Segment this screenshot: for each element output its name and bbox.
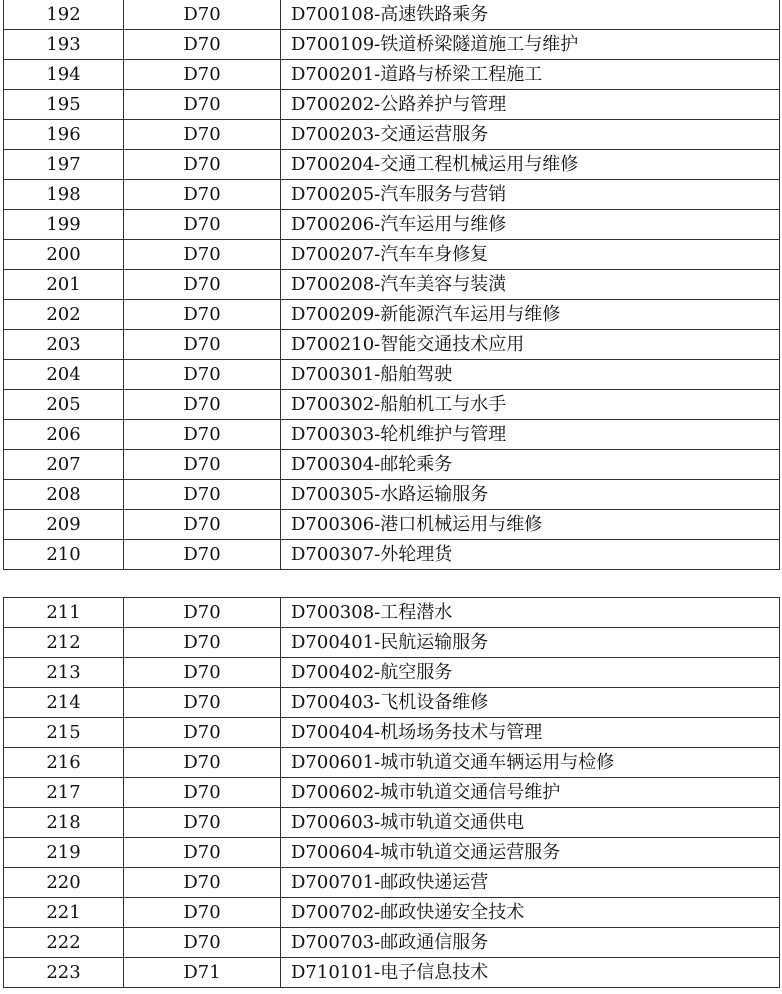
row-number-cell: 222 xyxy=(4,928,124,958)
table-row xyxy=(4,270,780,300)
category-code-cell: D70 xyxy=(124,688,281,718)
major-name-cell: D700601-城市轨道交通车辆运用与检修 xyxy=(281,748,780,778)
category-code-cell: D70 xyxy=(124,868,281,898)
major-name-cell: D700703-邮政通信服务 xyxy=(281,928,780,958)
category-code-cell: D70 xyxy=(124,898,281,928)
row-number-cell: 220 xyxy=(4,868,124,898)
table-row xyxy=(4,330,780,360)
category-code-cell: D70 xyxy=(124,808,281,838)
category-code-cell: D70 xyxy=(124,360,281,390)
major-name-cell: D700307-外轮理货 xyxy=(281,540,780,570)
table-row xyxy=(4,120,780,150)
row-number-cell: 195 xyxy=(4,90,124,120)
major-name-cell: D700308-工程潜水 xyxy=(281,598,780,628)
row-number-cell: 206 xyxy=(4,420,124,450)
table-row xyxy=(4,928,780,958)
major-name-cell: D700109-铁道桥梁隧道施工与维护 xyxy=(281,30,780,60)
row-number-cell: 196 xyxy=(4,120,124,150)
row-number-cell: 199 xyxy=(4,210,124,240)
major-name-cell: D700206-汽车运用与维修 xyxy=(281,210,780,240)
category-code-cell: D70 xyxy=(124,450,281,480)
category-code-cell: D70 xyxy=(124,270,281,300)
table-row xyxy=(4,898,780,928)
row-number-cell: 202 xyxy=(4,300,124,330)
table-row xyxy=(4,808,780,838)
major-name-cell: D700303-轮机维护与管理 xyxy=(281,420,780,450)
major-name-cell: D700301-船舶驾驶 xyxy=(281,360,780,390)
row-number-cell: 208 xyxy=(4,480,124,510)
major-name-cell: D700202-公路养护与管理 xyxy=(281,90,780,120)
table-row xyxy=(4,868,780,898)
category-code-cell: D70 xyxy=(124,180,281,210)
table-row xyxy=(4,778,780,808)
major-name-cell: D700302-船舶机工与水手 xyxy=(281,390,780,420)
row-number-cell: 193 xyxy=(4,30,124,60)
major-name-cell: D700701-邮政快递运营 xyxy=(281,868,780,898)
row-number-cell: 217 xyxy=(4,778,124,808)
row-number-cell: 216 xyxy=(4,748,124,778)
major-name-cell: D700305-水路运输服务 xyxy=(281,480,780,510)
table-row xyxy=(4,240,780,270)
category-code-cell: D70 xyxy=(124,0,281,30)
category-code-cell: D70 xyxy=(124,628,281,658)
major-name-cell: D700201-道路与桥梁工程施工 xyxy=(281,60,780,90)
major-table-top xyxy=(3,0,780,570)
major-table-bottom xyxy=(3,597,780,988)
table-row xyxy=(4,688,780,718)
category-code-cell: D70 xyxy=(124,60,281,90)
category-code-cell: D70 xyxy=(124,90,281,120)
table-row xyxy=(4,0,780,30)
category-code-cell: D70 xyxy=(124,838,281,868)
row-number-cell: 211 xyxy=(4,598,124,628)
table-row xyxy=(4,90,780,120)
major-name-cell: D700306-港口机械运用与维修 xyxy=(281,510,780,540)
table-row xyxy=(4,180,780,210)
category-code-cell: D70 xyxy=(124,120,281,150)
category-code-cell: D70 xyxy=(124,540,281,570)
row-number-cell: 223 xyxy=(4,958,124,988)
category-code-cell: D70 xyxy=(124,480,281,510)
row-number-cell: 214 xyxy=(4,688,124,718)
table-row xyxy=(4,480,780,510)
table-row xyxy=(4,628,780,658)
category-code-cell: D70 xyxy=(124,390,281,420)
major-name-cell: D700603-城市轨道交通供电 xyxy=(281,808,780,838)
row-number-cell: 207 xyxy=(4,450,124,480)
row-number-cell: 194 xyxy=(4,60,124,90)
table-row xyxy=(4,210,780,240)
category-code-cell: D70 xyxy=(124,658,281,688)
table-row xyxy=(4,300,780,330)
category-code-cell: D70 xyxy=(124,718,281,748)
category-code-cell: D70 xyxy=(124,510,281,540)
table-row xyxy=(4,838,780,868)
major-name-cell: D700304-邮轮乘务 xyxy=(281,450,780,480)
table-row xyxy=(4,420,780,450)
row-number-cell: 209 xyxy=(4,510,124,540)
category-code-cell: D70 xyxy=(124,778,281,808)
major-name-cell: D700403-飞机设备维修 xyxy=(281,688,780,718)
table-row xyxy=(4,60,780,90)
table-row xyxy=(4,718,780,748)
row-number-cell: 218 xyxy=(4,808,124,838)
major-name-cell: D700210-智能交通技术应用 xyxy=(281,330,780,360)
table-row xyxy=(4,450,780,480)
category-code-cell: D70 xyxy=(124,330,281,360)
category-code-cell: D71 xyxy=(124,958,281,988)
major-name-cell: D700205-汽车服务与营销 xyxy=(281,180,780,210)
table-body-top xyxy=(4,0,780,570)
major-name-cell: D700702-邮政快递安全技术 xyxy=(281,898,780,928)
table-row xyxy=(4,390,780,420)
category-code-cell: D70 xyxy=(124,420,281,450)
table-row xyxy=(4,598,780,628)
major-name-cell: D700108-高速铁路乘务 xyxy=(281,0,780,30)
table-row xyxy=(4,540,780,570)
row-number-cell: 192 xyxy=(4,0,124,30)
table-row xyxy=(4,510,780,540)
table-row xyxy=(4,748,780,778)
row-number-cell: 221 xyxy=(4,898,124,928)
row-number-cell: 197 xyxy=(4,150,124,180)
row-number-cell: 203 xyxy=(4,330,124,360)
row-number-cell: 213 xyxy=(4,658,124,688)
major-name-cell: D700604-城市轨道交通运营服务 xyxy=(281,838,780,868)
table-row xyxy=(4,958,780,988)
row-number-cell: 201 xyxy=(4,270,124,300)
category-code-cell: D70 xyxy=(124,150,281,180)
table-row xyxy=(4,360,780,390)
major-name-cell: D700402-航空服务 xyxy=(281,658,780,688)
table-row xyxy=(4,658,780,688)
category-code-cell: D70 xyxy=(124,240,281,270)
major-name-cell: D710101-电子信息技术 xyxy=(281,958,780,988)
category-code-cell: D70 xyxy=(124,210,281,240)
category-code-cell: D70 xyxy=(124,300,281,330)
major-name-cell: D700207-汽车车身修复 xyxy=(281,240,780,270)
major-name-cell: D700208-汽车美容与装潢 xyxy=(281,270,780,300)
table-row xyxy=(4,150,780,180)
major-name-cell: D700404-机场场务技术与管理 xyxy=(281,718,780,748)
category-code-cell: D70 xyxy=(124,598,281,628)
table-body-bottom xyxy=(4,598,780,988)
category-code-cell: D70 xyxy=(124,748,281,778)
row-number-cell: 205 xyxy=(4,390,124,420)
row-number-cell: 215 xyxy=(4,718,124,748)
row-number-cell: 198 xyxy=(4,180,124,210)
major-name-cell: D700204-交通工程机械运用与维修 xyxy=(281,150,780,180)
category-code-cell: D70 xyxy=(124,928,281,958)
major-name-cell: D700209-新能源汽车运用与维修 xyxy=(281,300,780,330)
major-name-cell: D700203-交通运营服务 xyxy=(281,120,780,150)
row-number-cell: 200 xyxy=(4,240,124,270)
row-number-cell: 204 xyxy=(4,360,124,390)
major-name-cell: D700602-城市轨道交通信号维护 xyxy=(281,778,780,808)
row-number-cell: 212 xyxy=(4,628,124,658)
row-number-cell: 210 xyxy=(4,540,124,570)
major-name-cell: D700401-民航运输服务 xyxy=(281,628,780,658)
table-row xyxy=(4,30,780,60)
category-code-cell: D70 xyxy=(124,30,281,60)
row-number-cell: 219 xyxy=(4,838,124,868)
